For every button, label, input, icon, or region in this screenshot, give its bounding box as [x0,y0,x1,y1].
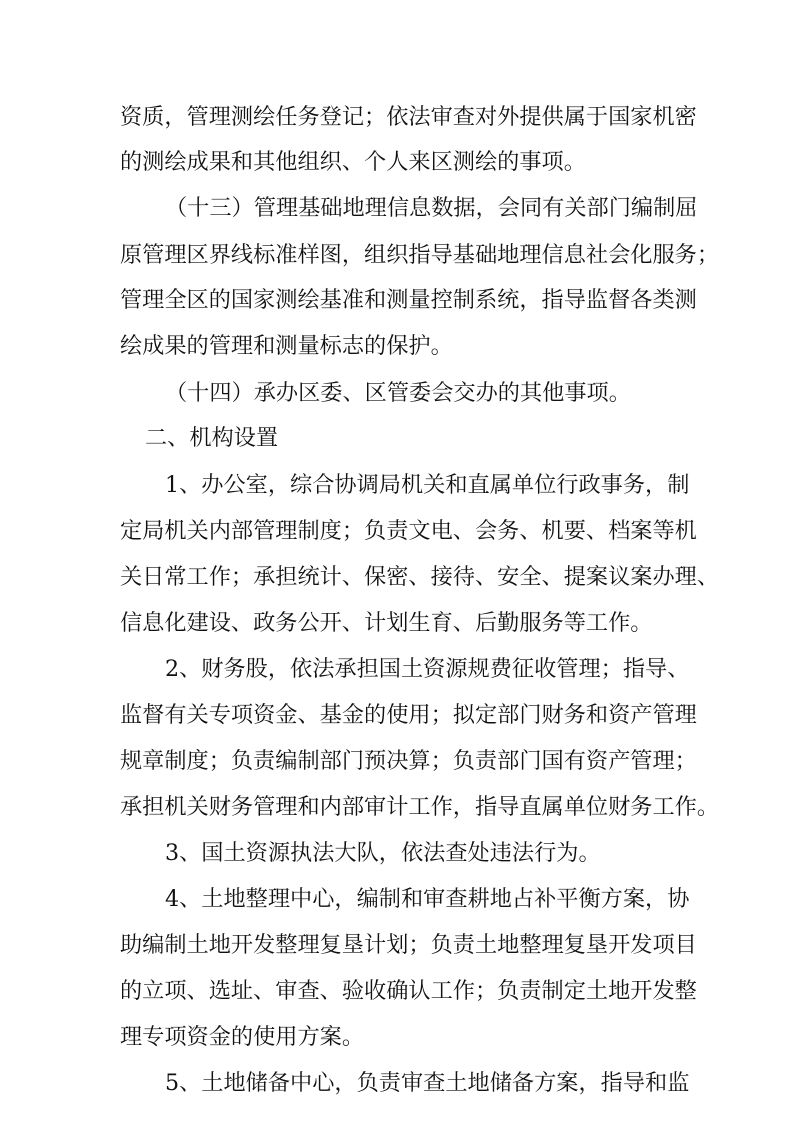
text-line-9: 1、办公室，综合协调局机关和直属单位行政事务，制 [165,472,690,498]
text-line-5: 管理全区的国家测绘基准和测量控制系统，指导监督各类测 [120,287,697,313]
text-line-1: 资质，管理测绘任务登记；依法审查对外提供属于国家机密 [120,104,697,130]
text-line-7: （十四）承办区委、区管委会交办的其他事项。 [165,380,631,406]
text-line-12: 信息化建设、政务公开、计划生育、后勤服务等工作。 [120,610,653,636]
text-line-17: 3、国土资源执法大队，依法查处违法行为。 [165,840,601,866]
text-line-13: 2、财务股，依法承担国土资源规费征收管理；指导、 [165,656,690,682]
text-line-6: 绘成果的管理和测量标志的保护。 [120,333,453,359]
text-line-22: 5、土地储备中心，负责审查土地储备方案，指导和监 [165,1070,690,1096]
text-line-10: 定局机关内部管理制度；负责文电、会务、机要、档案等机 [120,518,697,544]
text-line-21: 理专项资金的使用方案。 [120,1024,365,1050]
text-line-3: （十三）管理基础地理信息数据，会同有关部门编制屈 [165,195,698,221]
text-line-14: 监督有关专项资金、基金的使用；拟定部门财务和资产管理 [120,702,697,728]
text-line-19: 助编制土地开发整理复垦计划；负责土地整理复垦开发项目 [120,932,697,958]
text-line-16: 承担机关财务管理和内部审计工作，指导直属单位财务工作。 [120,794,720,820]
text-line-15: 规章制度；负责编制部门预决算；负责部门国有资产管理； [120,748,697,774]
text-line-20: 的立项、选址、审查、验收确认工作；负责制定土地开发整 [120,978,697,1004]
text-line-11: 关日常工作；承担统计、保密、接待、安全、提案议案办理、 [120,564,720,590]
text-line-4: 原管理区界线标准样图，组织指导基础地理信息社会化服务； [120,242,720,268]
text-line-18: 4、土地整理中心，编制和审查耕地占补平衡方案，协 [165,886,690,912]
text-line-2: 的测绘成果和其他组织、个人来区测绘的事项。 [120,149,586,175]
section-heading: 二、机构设置 [145,425,279,451]
